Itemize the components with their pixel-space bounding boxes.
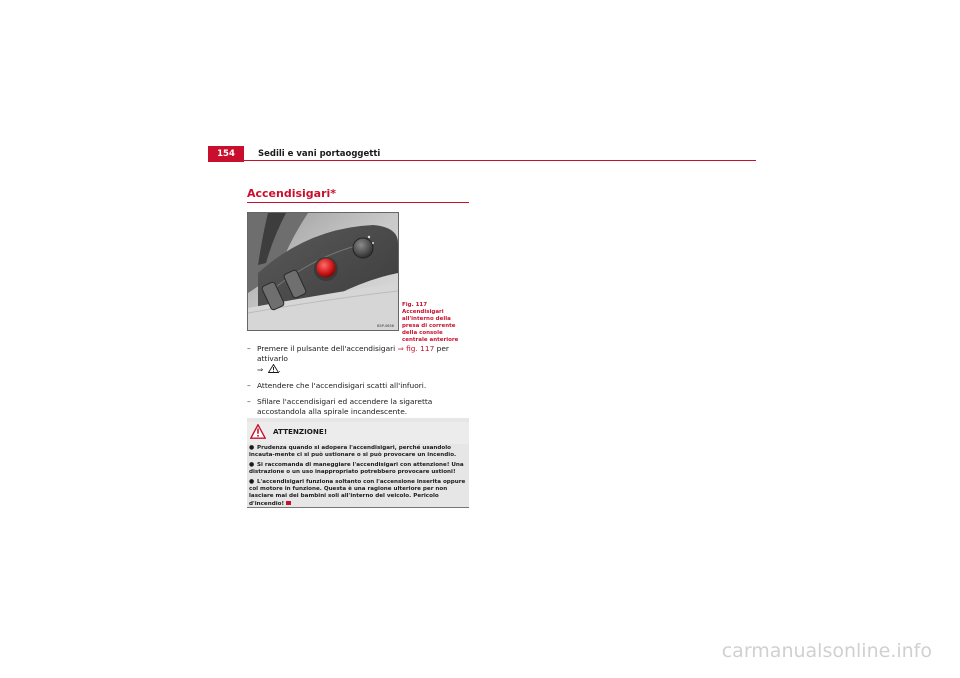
warning-bullet: [249, 461, 469, 477]
section-rule: [247, 202, 469, 203]
warning-bullet: [249, 444, 469, 460]
console-illustration: [248, 213, 398, 330]
step-dash: –: [247, 381, 251, 390]
header-rule: [244, 160, 756, 161]
page-number: 154: [208, 146, 244, 162]
warning-ref-arrow: ⇒: [257, 365, 266, 374]
step-1: [247, 344, 472, 375]
warning-triangle-icon: [268, 364, 279, 373]
warning-body: [249, 444, 469, 509]
warning-bullet-text: Si raccomanda di maneggiare l'accendisigari con attenzione! Una distrazione o un uso inappropriato potrebbero provocare ustioni!: [249, 461, 464, 476]
figure-reference-link[interactable]: ⇒ fig. 117: [397, 344, 435, 353]
step-dash: –: [247, 397, 251, 406]
figure-caption: Fig. 117 Accendisigari all'interno della presa di corrente della console centrale anteriore: [402, 302, 459, 343]
warning-bullet-text: L'accendisigari funziona soltanto con l'accensione inserita oppure col motore in funzione. Questa è una ragione ulteriore per non lasciare mai dei bambini soli all'interno del veicolo. Pericolo d'incendio!: [249, 478, 466, 507]
figure-code: B5P-0656: [377, 324, 394, 328]
section-title: Accendisigari*: [247, 187, 337, 200]
running-title: Sedili e vani portaoggetti: [258, 149, 381, 159]
end-of-section-icon: [286, 501, 291, 505]
bullet-icon: ●: [249, 444, 255, 451]
step-3: [247, 397, 472, 417]
warning-header: [247, 422, 469, 444]
warning-bullet: [249, 478, 469, 509]
warning-title: ATTENZIONE!: [273, 427, 328, 436]
step-text: Attendere che l'accendisigari scatti all'infuori.: [257, 381, 427, 390]
step-text-end: .: [278, 365, 281, 374]
warning-bullet-text: Prudenza quando si adopera l'accendisigari, perché usandolo incauta-mente ci si può ustionare o si può provocare un incendio.: [249, 445, 457, 459]
step-dash: –: [247, 344, 251, 353]
bullet-icon: ●: [249, 477, 255, 485]
step-text-cont: per attivarlo: [257, 344, 449, 363]
warning-triangle-icon: [250, 424, 266, 439]
step-text: Premere il pulsante dell'accendisigari: [257, 344, 398, 353]
figure-cigarette-lighter: [247, 212, 399, 331]
instruction-steps: [247, 344, 472, 423]
step-text: Sfilare l'accendisigari ed accendere la sigaretta accostandola alla spirale incandescente.: [257, 397, 433, 416]
watermark: carmanualsonline.info: [721, 640, 932, 662]
warning-box: [247, 418, 469, 508]
bullet-icon: ●: [249, 460, 255, 468]
step-2: [247, 381, 472, 391]
